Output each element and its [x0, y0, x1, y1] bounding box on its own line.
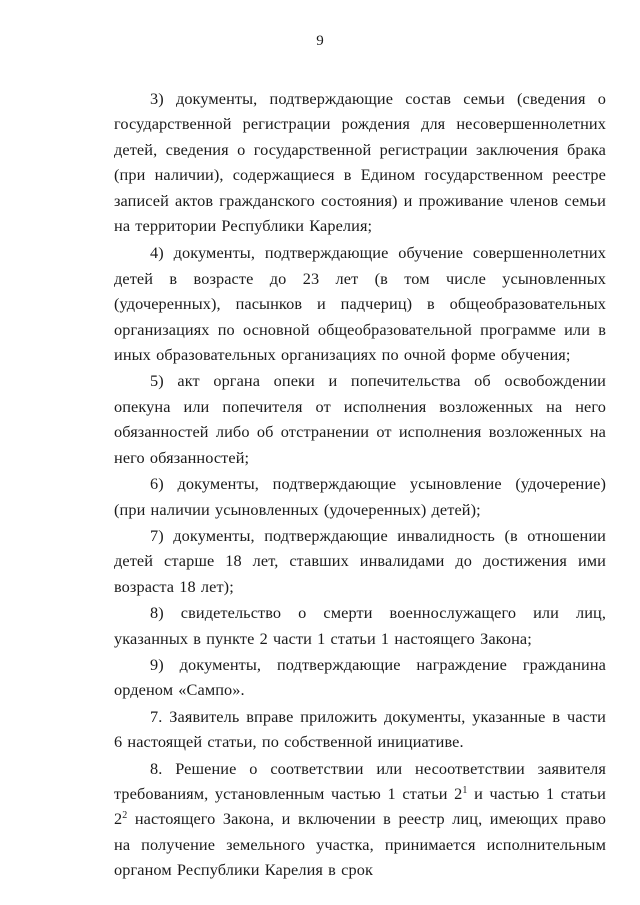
paragraph-part-8-text-c: настоящего Закона, и включении в реестр лиц, имеющих право на получение земельного участка, принимается исполнительным органом Республики Карелия в срок — [114, 809, 606, 880]
superscript-1: 1 — [462, 784, 468, 796]
paragraph-item-8: 8) свидетельство о смерти военнослужащего или лиц, указанных в пункте 2 части 1 статьи 1 настоящего Закона; — [114, 603, 606, 648]
paragraph-part-7: 7. Заявитель вправе приложить документы, указанные в части 6 настоящей статьи, по собственной инициативе. — [114, 706, 606, 752]
paragraph-item-9: 9) документы, подтверждающие награждение гражданина орденом «Сампо». — [114, 654, 606, 700]
paragraph-item-6: 6) документы, подтверждающие усыновление (удочерение) (при наличии усыновленных (удочеренных) детей); — [114, 474, 606, 519]
paragraph-item-5: 5) акт органа опеки и попечительства об освобождении опекуна или попечителя от исполнения возложенных на него обязанностей либо об отстранении от исполнения возложенных на него обязанностей; — [114, 371, 606, 467]
paragraph-part-8-text-b: и частью 1 статьи 2 — [114, 783, 606, 829]
page-number: 9 — [316, 33, 324, 49]
paragraph-item-4: 4) документы, подтверждающие обучение совершеннолетних детей в возрасте до 23 лет (в том числе усыновленных (удочеренных), пасынков и падчериц) в общеобразовательных организациях по основной общеобразовательной программе или в иных образовательных организациях по очной форме обучения; — [114, 243, 606, 365]
paragraph-part-8 — [114, 756, 606, 883]
paragraph-item-3: 3) документы, подтверждающие состав семьи (сведения о государственной регистрации рождения для несовершеннолетних детей, сведения о государственной регистрации заключения брака (при наличии), содержащиеся в Едином государственном реестре записей актов гражданского состояния) и проживание членов семьи на территории Республики Карелия; — [114, 89, 606, 236]
paragraph-item-7: 7) документы, подтверждающие инвалидность (в отношении детей старше 18 лет, ставших инвалидами до достижения ими возраста 18 лет); — [114, 525, 606, 596]
superscript-2: 2 — [122, 810, 128, 822]
document-body — [114, 86, 606, 883]
paragraph-part-8-text-a: 8. Решение о соответствии или несоответствии заявителя требованиям, установленным частью 1 статьи 2 — [114, 758, 606, 803]
